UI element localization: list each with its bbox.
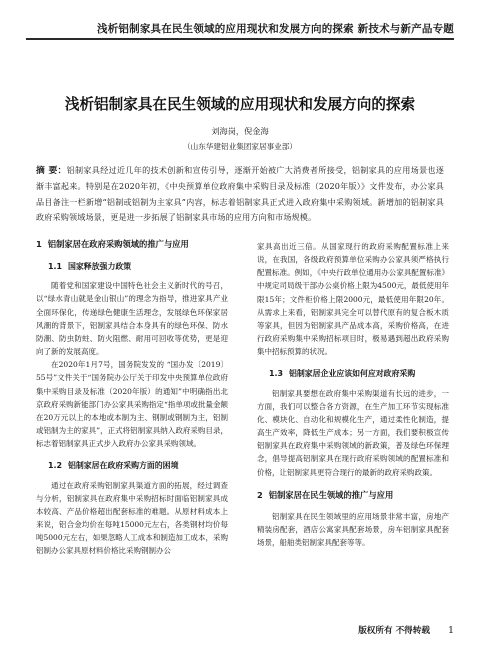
running-header [26, 18, 454, 40]
heading-text: 铝制家居在政府采购方面的困境 [67, 461, 179, 471]
subsection-heading [36, 459, 228, 472]
subsection-heading [257, 367, 449, 380]
abstract-label: 摘 要： [36, 166, 67, 176]
article-title: 浅析铝制家具在民生领域的应用现状和发展方向的探索 [64, 96, 416, 113]
section-heading [36, 238, 228, 251]
article-affiliation: （山东华建铝业集团家居事业部） [183, 142, 297, 151]
abstract [36, 163, 444, 226]
heading-text: 铝制家居在政府采购领域的推广与应用 [47, 239, 189, 249]
heading-number: 1.3 [269, 369, 283, 379]
heading-text: 铝制家居在民生领域的推广与应用 [268, 489, 394, 500]
subsection-heading [36, 260, 228, 273]
left-column [36, 238, 228, 557]
page-footer [26, 621, 454, 639]
article-authors: 刘海岗，倪金海 [211, 126, 269, 136]
body-paragraph: 铝制家具在民生领域里的应用场景非常丰富，房地产精装房配套，酒店公寓家具配套场景，房车铝制家具配套场景，船舶类铝制家具配套等等。 [257, 511, 449, 548]
running-title: 浅析铝制家具在民生领域的应用现状和发展方向的探索 新技术与新产品专题 [97, 22, 454, 35]
body-paragraph: 在2020年1月7号，国务院发发的 “国办发〔2019〕55号”文件关于“国务院办公厅关于印发中央预算单位政府集中采购目录及标准（2020年版）的通知”中明确指出北京政府采购新能部门办公家具采购指定“指单项或批量金额在20万元以上的本地或本制为主、钢制或钢制为主，铝制或铝制为主的家具”，正式将铝制家具纳入政府采购目录，标志着铝制家具正式步入政府办公家具采购领域。 [36, 360, 228, 449]
section-heading [257, 489, 449, 502]
abstract-text: 铝制家具经过近几年的技术创新和宣传引导，逐渐开始被广大消费者所接受，铝制家具的应用场景也逐渐丰富起来。特别是在2020年初，《中央预算单位政府集中采购目录及标准（2020年版）》文件发布，办公家具品目备注一栏新增“铝制或铝制为主家具”内容，标志着铝制家具正式进入政府集中采购领域。新增加的铝制家具政府采购领域场景，更是进一步拓展了铝制家具市场的应用方向和市场规模。 [36, 165, 444, 223]
body-paragraph: 家具高出近三倍。从国家现行的政府采购配置标准上来说，在我国，各级政府预算单位采购办公家具须严格执行配置标准。例如，《中央行政单位通用办公家具配置标准》中规定司局级干部办公桌价格上限为4500元，最低使用年限15年；文件柜价格上限2000元，最低使用年限20年。从需求上来看，铝制家具完全可以替代原有的复合板木质等家具，但因为铝制家具产品成本高，采购价格高，在进行政府采购集中采购招标项目时，极易遇到超出政府采购集中招标预算的状况。 [257, 242, 449, 357]
heading-number: 2 [257, 489, 263, 500]
copyright-notice: 版权所有 不得转载 [358, 626, 430, 636]
body-paragraph: 通过在政府采购铝制家具渠道方面的拓展，经过调查与分析，铝制家具在政府集中采购招标时面临铝制家具成本较高、产品价格超出配套标准的难题。从原材料成本上来说，铝合金均价在每吨15000元左右，各类钢材均价每吨5000元左右，如果忽略人工成本和制造加工成本，采购铝制办公家具原材料价格比采购钢制办公 [36, 480, 228, 556]
heading-text: 国家释放强力政策 [67, 262, 132, 272]
heading-number: 1.1 [48, 262, 62, 272]
body-paragraph: 随着党和国家建设中国特色社会主义新时代的号召，以“绿水青山就是金山银山”的理念为指导，推进家具产业全面环保化，传递绿色健康生活理念，发展绿色环保家居风潮的背景下，铝制家具结合本身具有的绿色环保、防水防潮、防虫防蛀、防火阻燃、耐用可回收等优势，更是迎向了新的发展高度。 [36, 281, 228, 357]
heading-number: 1 [36, 239, 42, 249]
heading-number: 1.2 [48, 461, 62, 471]
right-column [257, 240, 449, 549]
heading-text: 铝制家居企业应该如何应对政府采购 [288, 369, 416, 379]
body-paragraph: 铝制家具要想在政府集中采购渠道有长远的进步，一方面，我们可以整合各方资源，在生产加工环节实现标准化、模块化、自动化和规模化生产，通过柔性化制造，提高生产效率，降低生产成本；另一方面，我们要积极宣传铝制家具在政府集中采购领域的新政策，普及绿色环保理念，倡导提高铝制家具在现行政府采购领域的配置标准和价格，让铝制家具更符合现行的最新的政府采购政策。 [257, 388, 449, 477]
page-number: 1 [447, 624, 454, 636]
